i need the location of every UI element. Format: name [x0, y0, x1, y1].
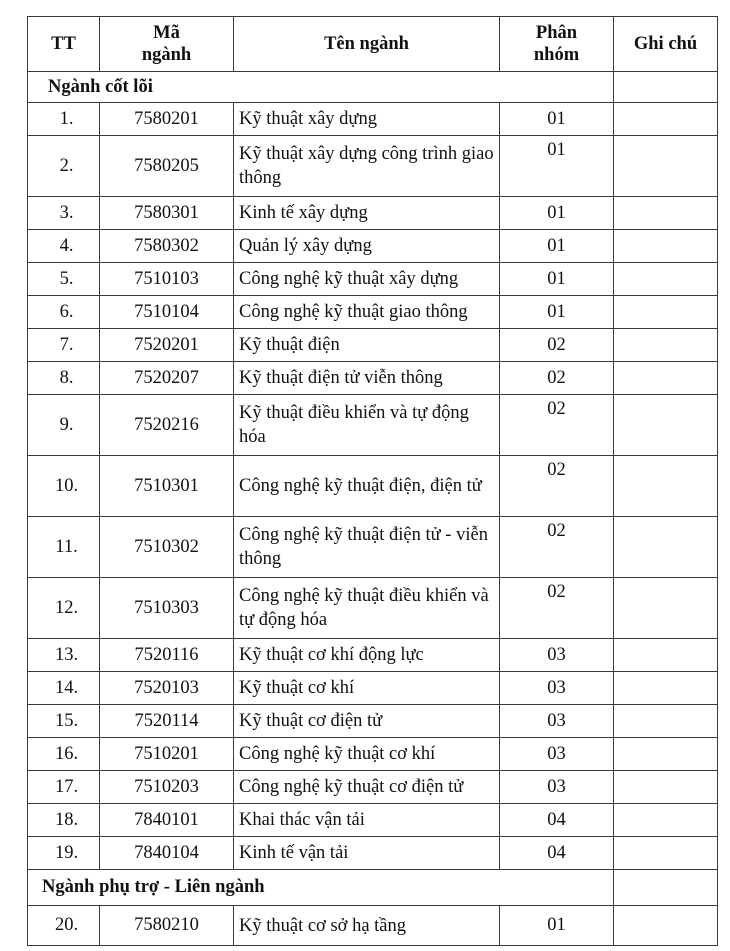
major-code: 7580205: [100, 136, 234, 197]
table-row: [28, 456, 718, 517]
row-number: 2.: [28, 136, 100, 197]
major-code: 7580201: [100, 103, 234, 136]
major-name: Kinh tế xây dựng: [234, 197, 500, 230]
major-code: 7510201: [100, 738, 234, 771]
major-group: 01: [500, 296, 614, 329]
major-name: Kỹ thuật điện: [234, 329, 500, 362]
major-group: 01: [500, 230, 614, 263]
table-row: [28, 329, 718, 362]
row-number: 3.: [28, 197, 100, 230]
major-name: Khai thác vận tải: [234, 804, 500, 837]
major-code: 7520207: [100, 362, 234, 395]
major-code: 7510301: [100, 456, 234, 517]
major-name: Kỹ thuật cơ sở hạ tầng: [234, 906, 500, 946]
table-row: [28, 136, 718, 197]
row-number: 9.: [28, 395, 100, 456]
table-row: [28, 578, 718, 639]
table-row: [28, 395, 718, 456]
major-name: Kỹ thuật điều khiển và tự động hóa: [234, 395, 500, 456]
major-note: [614, 136, 718, 197]
table-row: [28, 837, 718, 870]
major-group: 01: [500, 103, 614, 136]
row-number: 15.: [28, 705, 100, 738]
table-row: [28, 517, 718, 578]
row-number: 17.: [28, 771, 100, 804]
table-row: [28, 771, 718, 804]
major-note: [614, 804, 718, 837]
major-group: 03: [500, 705, 614, 738]
major-note: [614, 230, 718, 263]
major-name: Kỹ thuật điện tử viễn thông: [234, 362, 500, 395]
major-code: 7580210: [100, 906, 234, 946]
row-number: 13.: [28, 639, 100, 672]
major-name: Kinh tế vận tải: [234, 837, 500, 870]
major-code: 7840101: [100, 804, 234, 837]
major-note: [614, 837, 718, 870]
major-group: 02: [500, 578, 614, 639]
header-group: Phân nhóm: [500, 17, 614, 72]
header-row: [28, 17, 718, 72]
table-row: [28, 705, 718, 738]
table-row: [28, 672, 718, 705]
table-row: [28, 296, 718, 329]
row-number: 1.: [28, 103, 100, 136]
row-number: 6.: [28, 296, 100, 329]
major-note: [614, 296, 718, 329]
major-group: 01: [500, 136, 614, 197]
row-number: 8.: [28, 362, 100, 395]
major-group: 02: [500, 395, 614, 456]
section-label: Ngành phụ trợ - Liên ngành: [28, 870, 614, 906]
header-name: Tên ngành: [234, 17, 500, 72]
major-code: 7510302: [100, 517, 234, 578]
row-number: 20.: [28, 906, 100, 946]
major-name: Công nghệ kỹ thuật điện tử - viễn thông: [234, 517, 500, 578]
major-code: 7510104: [100, 296, 234, 329]
major-code: 7520116: [100, 639, 234, 672]
major-name: Công nghệ kỹ thuật điều khiển và tự động hóa: [234, 578, 500, 639]
row-number: 7.: [28, 329, 100, 362]
major-name: Kỹ thuật cơ điện tử: [234, 705, 500, 738]
major-note: [614, 362, 718, 395]
major-group: 03: [500, 738, 614, 771]
table-header: [28, 17, 718, 72]
table-row: [28, 362, 718, 395]
major-group: 01: [500, 197, 614, 230]
section-row: [28, 72, 718, 103]
major-name: Công nghệ kỹ thuật xây dựng: [234, 263, 500, 296]
major-code: 7510103: [100, 263, 234, 296]
section-label: Ngành cốt lõi: [28, 72, 614, 103]
major-group: 03: [500, 639, 614, 672]
header-code: Mã ngành: [100, 17, 234, 72]
major-name: Công nghệ kỹ thuật điện, điện tử: [234, 456, 500, 517]
row-number: 4.: [28, 230, 100, 263]
major-name: Kỹ thuật xây dựng: [234, 103, 500, 136]
major-note: [614, 329, 718, 362]
major-note: [614, 263, 718, 296]
major-note: [614, 705, 718, 738]
majors-table: [27, 16, 718, 946]
major-note: [614, 738, 718, 771]
major-code: 7510203: [100, 771, 234, 804]
major-name: Công nghệ kỹ thuật cơ điện tử: [234, 771, 500, 804]
major-note: [614, 456, 718, 517]
major-note: [614, 578, 718, 639]
major-note: [614, 906, 718, 946]
row-number: 18.: [28, 804, 100, 837]
row-number: 16.: [28, 738, 100, 771]
section-row: [28, 870, 718, 906]
major-note: [614, 103, 718, 136]
major-code: 7520216: [100, 395, 234, 456]
major-group: 01: [500, 906, 614, 946]
table-row: [28, 263, 718, 296]
table-row: [28, 639, 718, 672]
major-code: 7580302: [100, 230, 234, 263]
section-note-cell: [614, 72, 718, 103]
table-row: [28, 230, 718, 263]
table-row: [28, 197, 718, 230]
major-group: 04: [500, 804, 614, 837]
table-row: [28, 906, 718, 946]
major-name: Kỹ thuật xây dựng công trình giao thông: [234, 136, 500, 197]
major-name: Công nghệ kỹ thuật cơ khí: [234, 738, 500, 771]
major-note: [614, 517, 718, 578]
major-code: 7520103: [100, 672, 234, 705]
row-number: 5.: [28, 263, 100, 296]
major-name: Kỹ thuật cơ khí động lực: [234, 639, 500, 672]
major-group: 03: [500, 672, 614, 705]
table-row: [28, 103, 718, 136]
major-group: 02: [500, 362, 614, 395]
major-name: Kỹ thuật cơ khí: [234, 672, 500, 705]
major-code: 7840104: [100, 837, 234, 870]
row-number: 10.: [28, 456, 100, 517]
header-tt: TT: [28, 17, 100, 72]
row-number: 19.: [28, 837, 100, 870]
major-note: [614, 197, 718, 230]
major-code: 7520114: [100, 705, 234, 738]
major-group: 02: [500, 329, 614, 362]
table-row: [28, 804, 718, 837]
major-note: [614, 672, 718, 705]
major-note: [614, 771, 718, 804]
major-note: [614, 395, 718, 456]
major-group: 03: [500, 771, 614, 804]
major-group: 02: [500, 456, 614, 517]
row-number: 12.: [28, 578, 100, 639]
major-group: 01: [500, 263, 614, 296]
major-group: 04: [500, 837, 614, 870]
major-code: 7510303: [100, 578, 234, 639]
table-row: [28, 738, 718, 771]
major-name: Công nghệ kỹ thuật giao thông: [234, 296, 500, 329]
major-name: Quản lý xây dựng: [234, 230, 500, 263]
row-number: 11.: [28, 517, 100, 578]
major-code: 7520201: [100, 329, 234, 362]
table-body: [28, 72, 718, 946]
major-group: 02: [500, 517, 614, 578]
header-note: Ghi chú: [614, 17, 718, 72]
section-note-cell: [614, 870, 718, 906]
major-note: [614, 639, 718, 672]
row-number: 14.: [28, 672, 100, 705]
major-code: 7580301: [100, 197, 234, 230]
